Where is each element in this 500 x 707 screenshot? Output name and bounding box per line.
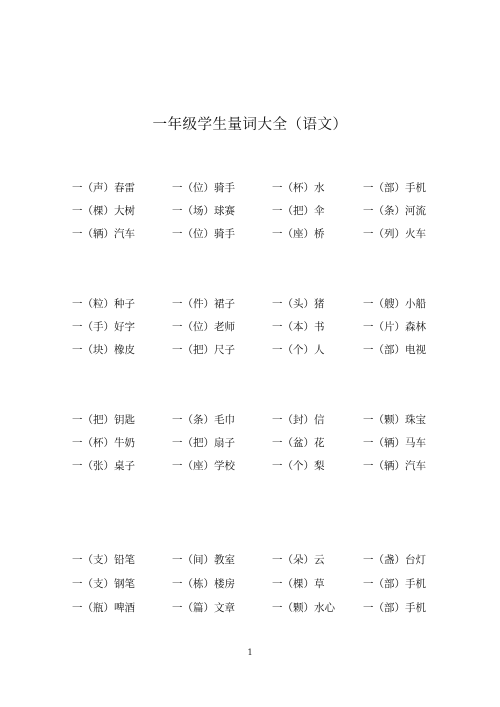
word-row xyxy=(0,435,500,451)
word-row xyxy=(0,458,500,474)
word-row xyxy=(0,319,500,335)
measure-word-item: 一（座）桥 xyxy=(272,228,325,240)
measure-word-item: 一（支）铅笔 xyxy=(72,554,135,566)
measure-word-item: 一（把）钥匙 xyxy=(72,414,135,426)
measure-word-item: 一（栋）楼房 xyxy=(172,578,235,590)
measure-word-item: 一（位）骑手 xyxy=(172,228,235,240)
measure-word-item: 一（盆）花 xyxy=(272,437,325,449)
measure-word-item: 一（声）春雷 xyxy=(72,182,135,194)
measure-word-item: 一（位）骑手 xyxy=(172,182,235,194)
measure-word-item: 一（颗）珠宝 xyxy=(363,414,426,426)
measure-word-item: 一（个）梨 xyxy=(272,460,325,472)
measure-word-item: 一（件）裙子 xyxy=(172,298,235,310)
page-number: 1 xyxy=(247,648,253,657)
measure-word-item: 一（封）信 xyxy=(272,414,325,426)
measure-word-item: 一（条）毛巾 xyxy=(172,414,235,426)
measure-word-item: 一（条）河流 xyxy=(363,205,426,217)
measure-word-item: 一（杯）水 xyxy=(272,182,325,194)
measure-word-item: 一（场）球赛 xyxy=(172,205,235,217)
measure-word-item: 一（位）老师 xyxy=(172,321,235,333)
word-row xyxy=(0,226,500,242)
word-row xyxy=(0,412,500,428)
measure-word-item: 一（张）桌子 xyxy=(72,460,135,472)
measure-word-item: 一（瓶）啤酒 xyxy=(72,602,135,614)
word-row xyxy=(0,342,500,358)
measure-word-item: 一（头）猪 xyxy=(272,298,325,310)
word-row xyxy=(0,296,500,312)
measure-word-item: 一（把）尺子 xyxy=(172,344,235,356)
measure-word-item: 一（部）手机 xyxy=(363,182,426,194)
word-row xyxy=(0,203,500,219)
page-title: 一年级学生量词大全（语文） xyxy=(152,117,348,133)
measure-word-item: 一（间）教室 xyxy=(172,554,235,566)
word-row xyxy=(0,576,500,592)
measure-word-item: 一（部）手机 xyxy=(363,578,426,590)
measure-word-item: 一（粒）种子 xyxy=(72,298,135,310)
measure-word-item: 一（篇）文章 xyxy=(172,602,235,614)
measure-word-item: 一（盏）台灯 xyxy=(363,554,426,566)
measure-word-item: 一（个）人 xyxy=(272,344,325,356)
measure-word-item: 一（本）书 xyxy=(272,321,325,333)
measure-word-item: 一（艘）小船 xyxy=(363,298,426,310)
measure-word-item: 一（棵）大树 xyxy=(72,205,135,217)
measure-word-item: 一（块）橡皮 xyxy=(72,344,135,356)
measure-word-item: 一（杯）牛奶 xyxy=(72,437,135,449)
measure-word-item: 一（朵）云 xyxy=(272,554,325,566)
measure-word-item: 一（列）火车 xyxy=(363,228,426,240)
measure-word-item: 一（颗）水心 xyxy=(272,602,335,614)
measure-word-item: 一（辆）汽车 xyxy=(72,228,135,240)
measure-word-item: 一（座）学校 xyxy=(172,460,235,472)
word-row xyxy=(0,552,500,568)
word-row xyxy=(0,180,500,196)
measure-word-item: 一（辆）马车 xyxy=(363,437,426,449)
measure-word-item: 一（辆）汽车 xyxy=(363,460,426,472)
measure-word-item: 一（部）电视 xyxy=(363,344,426,356)
measure-word-item: 一（棵）草 xyxy=(272,578,325,590)
measure-word-item: 一（部）手机 xyxy=(363,602,426,614)
measure-word-item: 一（把）扇子 xyxy=(172,437,235,449)
measure-word-item: 一（手）好字 xyxy=(72,321,135,333)
measure-word-item: 一（支）钢笔 xyxy=(72,578,135,590)
measure-word-item: 一（片）森林 xyxy=(363,321,426,333)
word-row xyxy=(0,600,500,616)
measure-word-item: 一（把）伞 xyxy=(272,205,325,217)
